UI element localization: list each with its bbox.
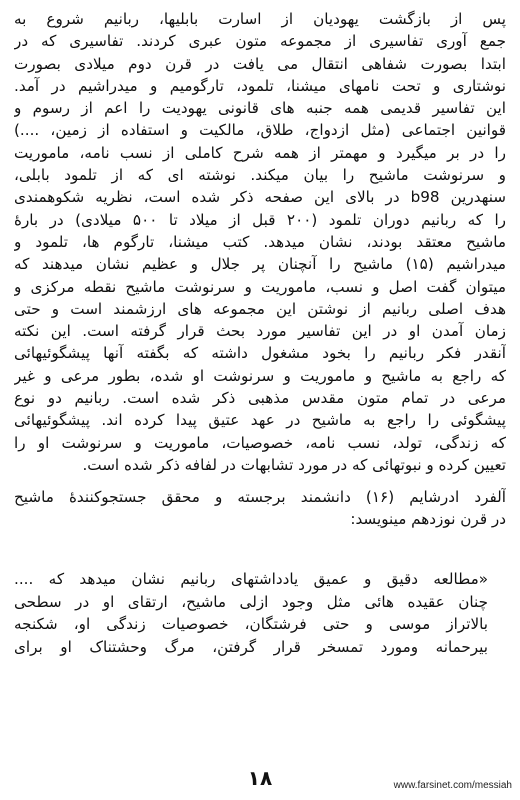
text-line: ابتدا بصورت شفاهی انتقال می یافت در قرن دوم میلادی بصورت bbox=[14, 54, 506, 73]
text-line: پس از بازگشت یهودیان از اسارت بابلیها، ربانیم شروع به bbox=[14, 10, 506, 28]
block-quote bbox=[14, 568, 506, 658]
text-line: که راجع به ماشیح و ماموریت و سرنوشت او شده، بطور مرعی و غیر bbox=[14, 366, 506, 385]
quote-line: بیرحمانه ومورد تمسخر قرار گرفتن، مرگ وحشتناک او برای bbox=[14, 637, 488, 656]
quote-line: چنان عقیده هائی مثل وجود ازلی ماشیح، ارتقای او در سطحی bbox=[14, 592, 488, 611]
text-line: آلفرد ادرشایم (۱۶) دانشمند برجسته و محقق جستجوکنندهٔ ماشیح bbox=[14, 488, 506, 506]
page-number: ۱۸ bbox=[247, 766, 273, 790]
text-line: این تفاسیر قدیمی همه جنبه های قانونی یهودیت را اعم از رسوم و bbox=[14, 99, 506, 118]
text-line: در قرن نوزدهم مینویسد: bbox=[350, 510, 506, 529]
text-line: را که ربانیم دوران تلمود (۲۰۰ قبل از میلاد تا ۵۰۰ میلادی) در بارهٔ bbox=[14, 210, 506, 229]
text-line: تعیین کرده و نبوتهائی که در مورد تشابهات در لفافه ذکر شده است. bbox=[82, 455, 506, 474]
text-line: را در بر میگیرد و مهمتر از همه شرح کاملی از نسب نامه، ماموریت bbox=[14, 143, 506, 162]
quote-line: بالاتراز موسی و حتی فرشتگان، خصوصیات زندگی او، شکنجه bbox=[14, 615, 488, 633]
text-line: زمان آمدن او در این تفاسیر مورد بحث قرار گرفته است. این نکته bbox=[14, 322, 506, 341]
text-line: ماشیح معتقد بودند، نشان میدهد. کتب میشنا، تارگوم ها، تلمود و bbox=[14, 232, 506, 251]
text-line: هدف اصلی ربانیم از نوشتن این مجموعه های ارزشمند است و حتی bbox=[14, 299, 506, 318]
quote-line: «مطالعه دقیق و عمیق یادداشتهای ربانیم نشان میدهد که .... bbox=[14, 570, 488, 588]
text-line: سنهدرین b98 در بالای این صفحه ذکر شده است، نظریه شکوهمندی bbox=[14, 188, 506, 207]
text-line: قوانین اجتماعی (مثل ازدواج، طلاق، مالکیت و استفاده از زمین، ....) bbox=[14, 121, 506, 140]
text-line: و سرنوشت ماشیح را بیان میکند. نوشته ای که از تلمود بابلی، bbox=[14, 166, 506, 185]
text-line: جمع آوری تفاسیری از مجموعه متون عبری کردند. تفاسیری که در bbox=[14, 32, 506, 51]
text-line: میتوان گفت اصل و نسب، ماموریت و سرنوشت ماشیح نقطه مرکزی و bbox=[14, 277, 506, 296]
paragraph-2 bbox=[14, 486, 506, 531]
text-line: که زندگی، تولد، نسب نامه، خصوصیات، ماموریت و سرنوشت او را bbox=[14, 433, 506, 452]
text-line: مرعی در تمام متون مقدس مذهبی ذکر شده است. ربانیم دو نوع bbox=[14, 389, 506, 408]
site-url[interactable]: www.farsinet.com/messiah bbox=[393, 780, 512, 791]
text-line: آنقدر فکر ربانیم را بخود مشغول داشته که بگفته آنها پیشگوئیهائی bbox=[14, 344, 506, 363]
paragraph-1 bbox=[14, 8, 506, 476]
text-line: میدراشیم (۱۵) ماشیح را آنچنان پر جلال و عظیم نشان میدهند که bbox=[14, 255, 506, 274]
text-line: پیشگوئی را راجع به ماشیح در عهد عتیق پیدا کرده اند. پیشگوئیهائی bbox=[14, 411, 506, 430]
text-line: نوشتاری و تحت نامهای میشنا، تلمود، تارگومیم و میدراشیم در آمد. bbox=[14, 76, 506, 95]
